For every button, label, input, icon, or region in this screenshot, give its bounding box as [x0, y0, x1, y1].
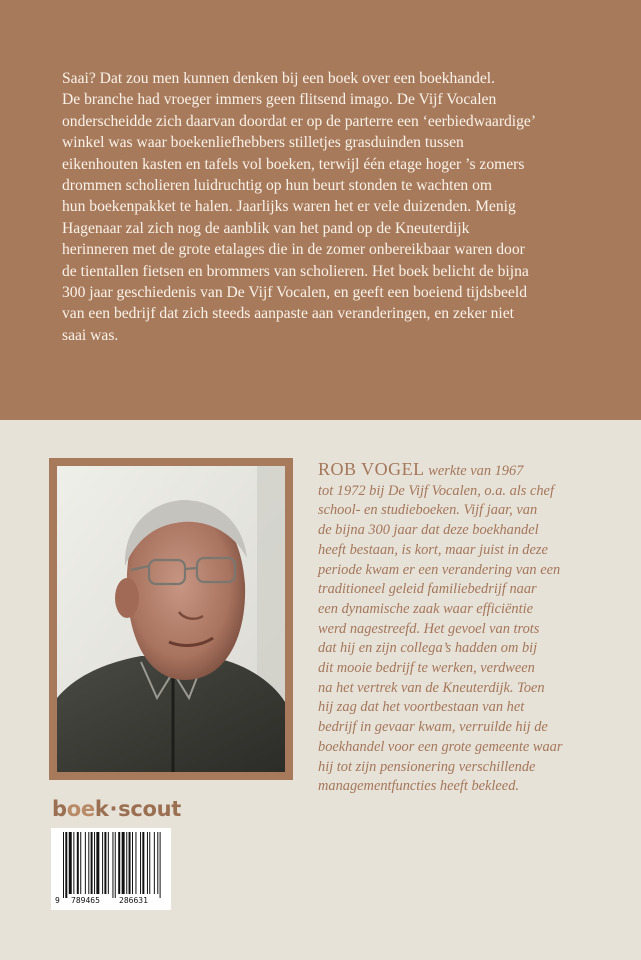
bio-line: een dynamische zaak waar efficiëntie	[318, 600, 533, 617]
isbn-group-1: 789465	[71, 896, 100, 905]
blurb-text	[62, 68, 602, 346]
barcode-bar	[104, 832, 106, 894]
barcode-bar	[115, 832, 116, 898]
blurb-line: herinneren met de grote etalages die in de zomer onbereikbaar waren door	[62, 241, 525, 259]
bio-line: de bijna 300 jaar dat deze boekhandel	[318, 522, 539, 539]
bio-first-line-text: werkte van 1967	[424, 463, 524, 479]
blurb-line: 300 jaar geschiedenis van De Vijf Vocalen, en geeft een boeiend tijdsbeeld	[62, 284, 527, 302]
barcode-bar	[140, 832, 141, 894]
barcode-bar	[118, 832, 120, 894]
bio-line: school- en studieboeken. Vijf jaar, van	[318, 502, 538, 519]
bio-line: traditioneel geleid familiebedrijf naar	[318, 581, 537, 598]
bio-line: heeft bestaan, is kort, maar juist in deze	[318, 541, 548, 558]
logo-part-1: b	[52, 797, 67, 821]
blurb-line: Hagenaar zal zich nog de aanblik van het pand op de Kneuterdijk	[62, 219, 470, 237]
isbn-number	[51, 896, 171, 908]
barcode-bar	[129, 832, 131, 894]
bio-line: periode kwam er een verandering van een	[318, 561, 561, 578]
barcode-bar	[126, 832, 127, 894]
barcode-bar	[69, 832, 72, 894]
blurb-line: Saai? Dat zou men kunnen denken bij een boek over een boekhandel.	[62, 70, 496, 87]
blurb-line: eikenhouten kasten en tafels vol boeken, terwijl één etage hoger ’s zomers	[62, 155, 525, 173]
blurb-panel	[0, 0, 641, 420]
barcode-bar	[88, 832, 89, 894]
barcode-bar	[135, 832, 136, 894]
blurb-line: saai was.	[62, 326, 119, 344]
bio-line: werd nagestreefd. Het gevoel van trots	[318, 620, 540, 637]
barcode-bar	[85, 832, 86, 894]
bio-line: managementfuncties heeft bekleed.	[318, 778, 519, 795]
author-name: ROB VOGEL	[318, 459, 425, 479]
logo-part-accent: oe	[66, 797, 95, 821]
isbn-lead-digit: 9	[55, 896, 60, 905]
logo-part-3: scout	[118, 797, 182, 821]
barcode-bar	[96, 832, 99, 894]
barcode-bar	[132, 832, 133, 894]
blurb-line: De branche had vroeger immers geen flitsend imago. De Vijf Vocalen	[62, 91, 497, 109]
barcode	[51, 828, 171, 910]
author-photo-frame	[49, 458, 293, 780]
barcode-bar	[73, 832, 74, 894]
barcode-bar	[108, 832, 109, 894]
barcode-bar	[80, 832, 81, 894]
bio-first-line	[318, 460, 628, 482]
bio-line: bedrijf in gevaar kwam, verruilde hij de	[318, 719, 548, 736]
isbn-group-2: 286631	[119, 896, 148, 905]
barcode-bar	[94, 832, 95, 894]
logo-separator: ·	[109, 797, 118, 821]
publisher-logo	[52, 797, 181, 821]
bio-line: dit mooie bedrijf te werken, verdween	[318, 660, 535, 677]
author-photo	[57, 466, 285, 772]
blurb-line: hun boekenpakket te halen. Jaarlijks waren het er vele duizenden. Menig	[62, 198, 516, 216]
bio-line: dat hij en zijn collega’s hadden om bij	[318, 640, 538, 657]
barcode-bar	[65, 832, 67, 898]
blurb-line: de tientallen fietsen en brommers van scholieren. Het boek belicht de bijna	[62, 262, 529, 280]
bio-line: hij zag dat het voortbestaan van het	[318, 699, 525, 716]
author-bio	[318, 460, 628, 797]
barcode-bar	[147, 832, 148, 894]
blurb-line: van een bedrijf dat zich steeds aanpaste aan veranderingen, en zeker niet	[62, 305, 514, 323]
blurb-line: onderscheidde zich daarvan doordat er op de parterre een ‘eerbiedwaardige’	[62, 112, 537, 130]
barcode-bar	[63, 832, 64, 898]
blurb-line: drommen scholieren luidruchtig op hun beurt stonden te wachten om	[62, 177, 493, 195]
blurb-line: winkel was waar boekenliefhebbers stilletjes grasduinden tussen	[62, 134, 464, 152]
bio-line: tot 1972 bij De Vijf Vocalen, o.a. als chef	[318, 482, 554, 499]
barcode-bars	[51, 828, 171, 898]
barcode-bar	[154, 832, 155, 894]
barcode-bar	[102, 832, 103, 894]
bio-line: boekhandel voor een grote gemeente waar	[318, 738, 563, 755]
logo-part-2: k	[94, 797, 109, 821]
barcode-bar	[91, 832, 93, 894]
barcode-bar	[157, 832, 158, 894]
barcode-bar	[149, 832, 150, 894]
bio-line: hij tot zijn pensionering verschillende	[318, 758, 536, 775]
bio-line: na het vertrek van de Kneuterdijk. Toen	[318, 679, 545, 696]
barcode-bar	[77, 832, 79, 894]
barcode-bar	[122, 832, 125, 894]
barcode-bar	[160, 832, 161, 898]
barcode-bar	[112, 832, 113, 898]
barcode-bar	[142, 832, 144, 894]
